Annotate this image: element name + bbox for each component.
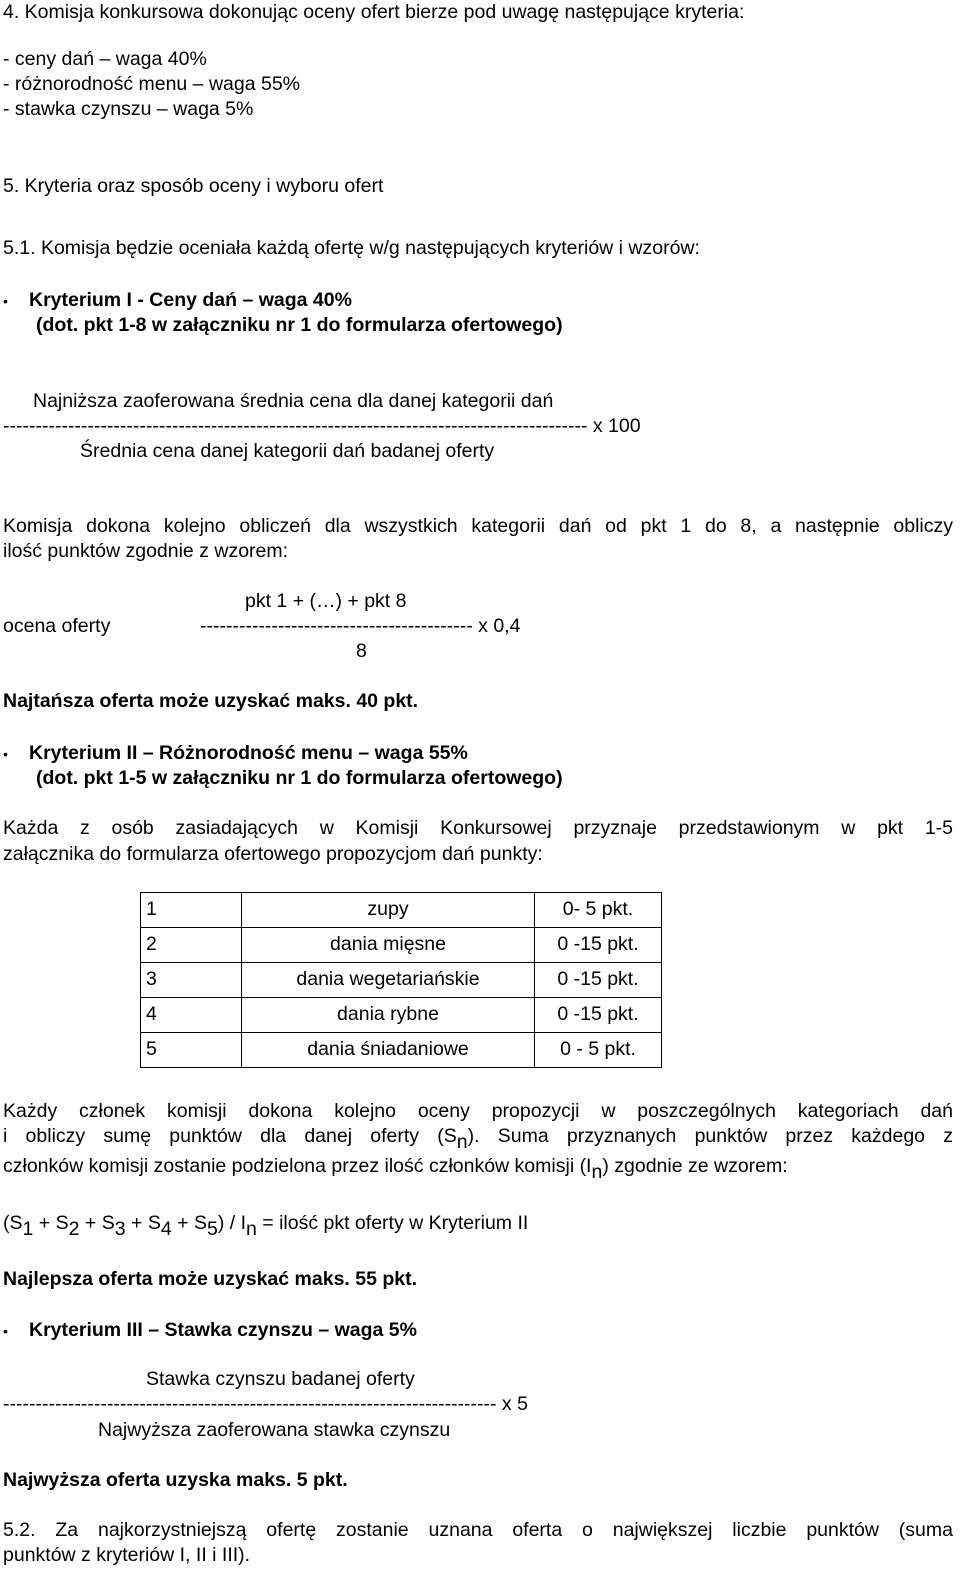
criterion-2-formula: $(S_1 + S_2 + S_3 + S_4 + S_5) / I_n$ = ilość pkt oferty w Kryterium II xyxy=(3,1212,529,1240)
criterion-3-fraction-line: ---------------------------------------------------------------------------- x 5 xyxy=(3,1393,528,1415)
criteria-item-rent: - stawka czynszu – waga 5% xyxy=(3,98,254,120)
section-5-2-line-2: punktów z kryteriów I, II i III). xyxy=(3,1544,251,1566)
table-cell-points: 0 - 5 pkt. xyxy=(535,1033,662,1068)
table-cell-category: dania mięsne xyxy=(242,928,535,963)
table-cell-num: 4 xyxy=(141,998,242,1033)
criterion-3-numerator: Stawka czynszu badanej oferty xyxy=(146,1368,415,1390)
criterion-2-title: Kryterium II – Różnorodność menu – waga 55% xyxy=(29,742,468,764)
bullet-icon xyxy=(3,1324,13,1334)
table-cell-category: dania śniadaniowe xyxy=(242,1033,535,1068)
criterion-2-paragraph-line-2: załącznika do formularza ofertowego propozycjom dań punkty: xyxy=(3,843,543,865)
table-cell-num: 3 xyxy=(141,963,242,998)
criterion-2-max: Najlepsza oferta może uzyskać maks. 55 pkt. xyxy=(3,1268,418,1290)
table-cell-category: zupy xyxy=(242,893,535,928)
criterion-2-ref: (dot. pkt 1-5 w załączniku nr 1 do formularza ofertowego) xyxy=(36,767,563,789)
section-4-heading: 4. Komisja konkursowa dokonując oceny ofert bierze pod uwagę następujące kryteria: xyxy=(3,1,745,23)
table-row xyxy=(141,1033,662,1068)
criterion-1-numerator: Najniższa zaoferowana średnia cena dla danej kategorii dań xyxy=(33,390,554,412)
section-5-1-text: 5.1. Komisja będzie oceniała każdą ofertę w/g następujących kryteriów i wzorów: xyxy=(3,237,700,259)
table-cell-num: 2 xyxy=(141,928,242,963)
score-formula-fraction-line: ------------------------------------------ x 0,4 xyxy=(200,615,521,637)
table-cell-points: 0 -15 pkt. xyxy=(535,963,662,998)
criterion-1-fraction-line: ------------------------------------------------------------------------------------------ x 100 xyxy=(3,415,641,437)
criterion-3-max: Najwyższa oferta uzyska maks. 5 pkt. xyxy=(3,1469,348,1491)
score-formula-label: ocena oferty xyxy=(3,615,111,637)
table-row xyxy=(141,963,662,998)
table-cell-points: 0 -15 pkt. xyxy=(535,998,662,1033)
table-cell-points: 0 -15 pkt. xyxy=(535,928,662,963)
table-row xyxy=(141,928,662,963)
criterion-1-max: Najtańsza oferta może uzyskać maks. 40 pkt. xyxy=(3,690,419,712)
criterion-2-paragraph2-line-1: Każdy członek komisji dokona kolejno oceny propozycji w poszczególnych kategoriach dań xyxy=(3,1100,953,1122)
criterion-2-paragraph2-line-2: i obliczy sumę punktów dla danej oferty $(S_n)$. Suma przyznanych punktów przez każdego z xyxy=(3,1125,953,1153)
criterion-1-ref: (dot. pkt 1-8 w załączniku nr 1 do formularza ofertowego) xyxy=(36,314,563,336)
menu-points-table xyxy=(140,892,662,1068)
section-5-2-line-1: 5.2. Za najkorzystniejszą ofertę zostanie uznana oferta o największej liczbie punktów (suma xyxy=(3,1519,953,1541)
table-cell-num: 1 xyxy=(141,893,242,928)
criteria-item-menu: - różnorodność menu – waga 55% xyxy=(3,73,301,95)
score-formula-numerator: pkt 1 + (…) + pkt 8 xyxy=(245,590,407,612)
criteria-item-price: - ceny dań – waga 40% xyxy=(3,48,207,70)
criterion-3-denominator: Najwyższa zaoferowana stawka czynszu xyxy=(98,1419,451,1441)
criterion-3-title: Kryterium III – Stawka czynszu – waga 5% xyxy=(29,1319,417,1341)
criterion-2-paragraph2-line-3: członków komisji zostanie podzielona przez ilość członków komisji $(I_n)$ zgodnie ze wzorem: xyxy=(3,1155,788,1183)
criterion-1-paragraph-line-1: Komisja dokona kolejno obliczeń dla wszystkich kategorii dań od pkt 1 do 8, a następnie obliczy xyxy=(3,515,953,537)
table-cell-points: 0- 5 pkt. xyxy=(535,893,662,928)
table-row xyxy=(141,893,662,928)
table-cell-num: 5 xyxy=(141,1033,242,1068)
score-formula-denominator: 8 xyxy=(356,640,367,662)
bullet-icon xyxy=(3,747,13,757)
table-cell-category: dania wegetariańskie xyxy=(242,963,535,998)
table-row xyxy=(141,998,662,1033)
section-5-heading: 5. Kryteria oraz sposób oceny i wyboru ofert xyxy=(3,175,384,197)
bullet-icon xyxy=(3,294,13,304)
criterion-1-title: Kryterium I - Ceny dań – waga 40% xyxy=(29,289,352,311)
criterion-2-paragraph-line-1: Każda z osób zasiadających w Komisji Konkursowej przyznaje przedstawionym w pkt 1-5 xyxy=(3,817,953,839)
table-cell-category: dania rybne xyxy=(242,998,535,1033)
criterion-1-denominator: Średnia cena danej kategorii dań badanej oferty xyxy=(80,440,495,462)
criterion-1-paragraph-line-2: ilość punktów zgodnie z wzorem: xyxy=(3,540,289,562)
